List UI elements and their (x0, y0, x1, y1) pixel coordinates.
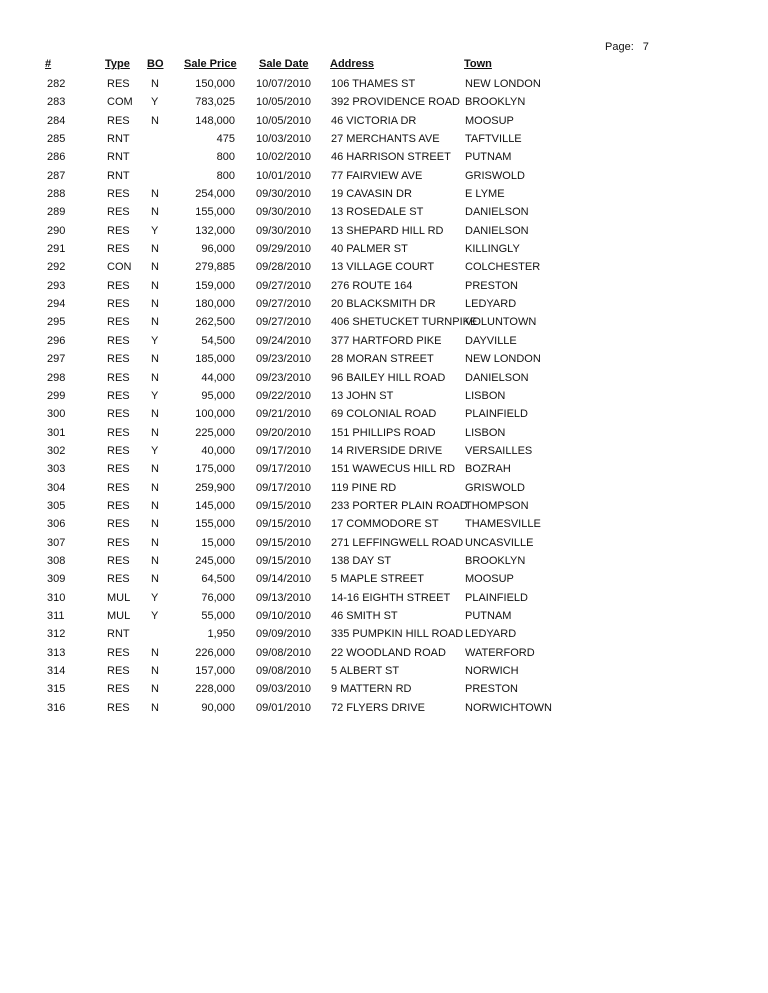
row-number: 300 (47, 408, 66, 421)
row-number: 299 (47, 389, 66, 402)
row-type: RES (107, 206, 130, 219)
row-number: 297 (47, 353, 66, 366)
row-sale-price: 225,000 (195, 426, 235, 439)
row-town: COLCHESTER (465, 261, 541, 274)
row-sale-price: 96,000 (201, 243, 235, 256)
table-row (0, 203, 768, 221)
row-type: RES (107, 224, 130, 237)
row-type: MUL (107, 609, 131, 622)
row-bo: N (151, 114, 159, 127)
row-type: RES (107, 573, 130, 586)
row-bo: N (151, 499, 159, 512)
row-sale-date: 09/17/2010 (256, 463, 312, 476)
row-number: 296 (47, 334, 66, 347)
row-type: RES (107, 683, 130, 696)
row-address: 27 MERCHANTS AVE (331, 133, 440, 146)
row-number: 285 (47, 133, 66, 146)
row-bo: Y (151, 96, 159, 109)
table-row (0, 75, 768, 93)
row-town: LISBON (465, 426, 506, 439)
row-town: TAFTVILLE (465, 133, 522, 146)
row-type: RES (107, 518, 130, 531)
row-bo: N (151, 298, 159, 311)
sales-table (0, 75, 768, 717)
row-type: RES (107, 243, 130, 256)
row-address: 46 VICTORIA DR (331, 114, 417, 127)
table-row (0, 130, 768, 148)
row-number: 283 (47, 96, 66, 109)
table-row (0, 295, 768, 313)
row-bo: N (151, 481, 159, 494)
row-bo: N (151, 188, 159, 201)
row-sale-price: 262,500 (195, 316, 235, 329)
row-sale-date: 10/07/2010 (256, 78, 312, 90)
row-sale-date: 09/13/2010 (256, 591, 312, 604)
row-sale-date: 10/05/2010 (256, 96, 312, 109)
table-row (0, 589, 768, 607)
row-type: RES (107, 298, 130, 311)
row-bo: N (151, 646, 159, 659)
row-address: 335 PUMPKIN HILL ROAD (331, 628, 464, 641)
row-sale-price: 148,000 (195, 114, 235, 127)
row-address: 106 THAMES ST (331, 78, 416, 90)
row-town: VERSAILLES (465, 444, 533, 457)
row-number: 304 (47, 481, 66, 494)
row-address: 13 VILLAGE COURT (331, 261, 435, 274)
row-type: CON (107, 261, 132, 274)
row-type: RES (107, 316, 130, 329)
row-town: THOMPSON (465, 499, 529, 512)
row-sale-price: 159,000 (195, 279, 235, 292)
row-type: RES (107, 334, 130, 347)
row-type: RNT (107, 169, 130, 182)
row-sale-date: 09/10/2010 (256, 609, 312, 622)
row-sale-date: 09/27/2010 (256, 298, 312, 311)
row-number: 291 (47, 243, 66, 256)
row-town: PRESTON (465, 279, 518, 292)
row-town: KILLINGLY (465, 243, 520, 256)
table-row (0, 552, 768, 570)
row-town: GRISWOLD (465, 481, 525, 494)
row-address: 119 PINE RD (331, 481, 397, 494)
row-town: GRISWOLD (465, 169, 525, 182)
row-sale-price: 245,000 (195, 554, 235, 567)
row-bo: N (151, 426, 159, 439)
row-address: 392 PROVIDENCE ROAD (331, 96, 460, 109)
row-bo: Y (151, 609, 159, 622)
row-number: 313 (47, 646, 66, 659)
row-sale-date: 09/28/2010 (256, 261, 312, 274)
row-number: 312 (47, 628, 66, 641)
row-sale-date: 09/01/2010 (256, 701, 312, 714)
row-town: BOZRAH (465, 463, 511, 476)
row-address: 96 BAILEY HILL ROAD (331, 371, 446, 384)
row-bo: N (151, 554, 159, 567)
row-sale-price: 228,000 (195, 683, 235, 696)
row-town: NEW LONDON (465, 353, 541, 366)
row-address: 14 RIVERSIDE DRIVE (331, 444, 443, 457)
row-bo: N (151, 279, 159, 292)
row-type: RNT (107, 151, 130, 164)
row-town: NORWICHTOWN (465, 701, 552, 714)
row-sale-price: 44,000 (201, 371, 235, 384)
table-row (0, 369, 768, 387)
row-type: RES (107, 279, 130, 292)
row-number: 311 (47, 609, 65, 622)
row-address: 14-16 EIGHTH STREET (331, 591, 451, 604)
row-bo: Y (151, 591, 159, 604)
row-town: E LYME (465, 188, 505, 201)
page-label: Page: (605, 41, 634, 53)
header-address: Address (330, 58, 375, 70)
header-bo: BO (147, 58, 164, 70)
row-sale-date: 10/05/2010 (256, 114, 312, 127)
row-sale-price: 259,900 (195, 481, 235, 494)
header-sale-date: Sale Date (259, 58, 309, 70)
page-number (605, 41, 649, 53)
row-town: NEW LONDON (465, 78, 541, 90)
row-type: RES (107, 499, 130, 512)
row-number: 316 (47, 701, 66, 714)
row-number: 309 (47, 573, 66, 586)
row-town: MOOSUP (465, 114, 514, 127)
row-sale-price: 90,000 (201, 701, 235, 714)
row-type: RES (107, 188, 130, 201)
row-address: 13 JOHN ST (331, 389, 394, 402)
table-row (0, 570, 768, 588)
row-sale-price: 226,000 (195, 646, 235, 659)
table-row (0, 148, 768, 166)
table-row (0, 497, 768, 515)
row-address: 9 MATTERN RD (331, 683, 412, 696)
row-bo: N (151, 573, 159, 586)
table-row (0, 112, 768, 130)
row-town: PLAINFIELD (465, 408, 528, 421)
row-sale-date: 09/24/2010 (256, 334, 312, 347)
row-sale-price: 800 (216, 151, 235, 164)
row-town: BROOKLYN (465, 554, 526, 567)
row-sale-price: 157,000 (195, 665, 235, 677)
row-number: 306 (47, 518, 66, 531)
row-sale-price: 15,000 (201, 536, 235, 549)
row-sale-date: 09/15/2010 (256, 518, 312, 531)
row-number: 293 (47, 279, 66, 292)
row-sale-date: 09/08/2010 (256, 646, 312, 659)
table-row (0, 313, 768, 331)
row-address: 406 SHETUCKET TURNPIKE (331, 316, 478, 329)
row-bo: N (151, 665, 159, 677)
row-town: PUTNAM (465, 609, 512, 622)
row-sale-date: 09/17/2010 (256, 444, 312, 457)
row-sale-date: 09/15/2010 (256, 536, 312, 549)
row-address: 377 HARTFORD PIKE (331, 334, 442, 347)
row-number: 301 (47, 426, 66, 439)
row-number: 287 (47, 169, 66, 182)
row-address: 13 SHEPARD HILL RD (331, 224, 444, 237)
table-header (0, 58, 768, 72)
row-sale-price: 783,025 (195, 96, 235, 109)
row-number: 282 (47, 78, 66, 90)
row-sale-price: 40,000 (201, 444, 235, 457)
row-town: BROOKLYN (465, 96, 526, 109)
table-row (0, 350, 768, 368)
row-address: 233 PORTER PLAIN ROAD (331, 499, 468, 512)
row-address: 17 COMMODORE ST (331, 518, 439, 531)
row-sale-date: 09/15/2010 (256, 499, 312, 512)
row-type: RES (107, 665, 130, 677)
row-number: 302 (47, 444, 66, 457)
table-row (0, 167, 768, 185)
row-number: 310 (47, 591, 66, 604)
row-town: VOLUNTOWN (465, 316, 537, 329)
row-address: 138 DAY ST (331, 554, 392, 567)
row-number: 292 (47, 261, 66, 274)
row-address: 72 FLYERS DRIVE (331, 701, 425, 714)
row-bo: N (151, 371, 159, 384)
row-sale-date: 09/22/2010 (256, 389, 312, 402)
row-bo: N (151, 243, 159, 256)
row-sale-date: 09/23/2010 (256, 353, 312, 366)
row-address: 271 LEFFINGWELL ROAD (331, 536, 464, 549)
row-number: 303 (47, 463, 66, 476)
row-address: 5 ALBERT ST (331, 665, 400, 677)
row-type: RES (107, 554, 130, 567)
row-number: 305 (47, 499, 66, 512)
row-sale-date: 09/15/2010 (256, 554, 312, 567)
table-row (0, 185, 768, 203)
table-row (0, 699, 768, 717)
row-sale-price: 185,000 (195, 353, 235, 366)
row-address: 151 WAWECUS HILL RD (331, 463, 456, 476)
row-number: 284 (47, 114, 66, 127)
row-sale-date: 09/21/2010 (256, 408, 312, 421)
row-type: RES (107, 389, 130, 402)
row-number: 286 (47, 151, 66, 164)
row-bo: N (151, 261, 159, 274)
row-bo: Y (151, 334, 159, 347)
row-sale-price: 76,000 (201, 591, 235, 604)
table-row (0, 607, 768, 625)
row-sale-price: 64,500 (201, 573, 235, 586)
row-sale-date: 09/30/2010 (256, 188, 312, 201)
row-sale-date: 09/14/2010 (256, 573, 312, 586)
row-sale-date: 09/29/2010 (256, 243, 312, 256)
row-town: LEDYARD (465, 298, 517, 311)
table-row (0, 258, 768, 276)
row-bo: Y (151, 389, 159, 402)
row-address: 28 MORAN STREET (331, 353, 434, 366)
row-address: 19 CAVASIN DR (331, 188, 412, 201)
row-bo: N (151, 78, 159, 90)
table-row (0, 662, 768, 680)
row-bo: N (151, 353, 159, 366)
table-row (0, 680, 768, 698)
row-type: RES (107, 408, 130, 421)
table-row (0, 222, 768, 240)
row-number: 290 (47, 224, 66, 237)
table-row (0, 515, 768, 533)
row-address: 40 PALMER ST (331, 243, 408, 256)
row-number: 315 (47, 683, 66, 696)
row-town: DANIELSON (465, 224, 529, 237)
row-sale-price: 54,500 (201, 334, 235, 347)
row-type: RES (107, 426, 130, 439)
row-bo: N (151, 683, 159, 696)
table-row (0, 405, 768, 423)
row-sale-price: 180,000 (195, 298, 235, 311)
table-row (0, 442, 768, 460)
row-town: LEDYARD (465, 628, 517, 641)
row-bo: Y (151, 444, 159, 457)
row-address: 151 PHILLIPS ROAD (331, 426, 436, 439)
row-type: RES (107, 701, 130, 714)
row-number: 307 (47, 536, 66, 549)
row-town: LISBON (465, 389, 506, 402)
row-sale-date: 10/03/2010 (256, 133, 312, 146)
table-row (0, 277, 768, 295)
row-number: 294 (47, 298, 66, 311)
row-sale-date: 09/30/2010 (256, 206, 312, 219)
row-type: RNT (107, 133, 130, 146)
row-type: RES (107, 481, 130, 494)
row-sale-date: 09/30/2010 (256, 224, 312, 237)
row-type: RES (107, 353, 130, 366)
table-row (0, 625, 768, 643)
table-row (0, 479, 768, 497)
table-row (0, 332, 768, 350)
table-row (0, 460, 768, 478)
row-type: RES (107, 114, 130, 127)
row-bo: N (151, 701, 159, 714)
row-bo: N (151, 316, 159, 329)
row-sale-price: 800 (216, 169, 235, 182)
row-number: 314 (47, 665, 66, 677)
row-sale-date: 09/23/2010 (256, 371, 312, 384)
row-bo: N (151, 536, 159, 549)
row-type: RES (107, 536, 130, 549)
row-type: RES (107, 371, 130, 384)
row-sale-date: 09/08/2010 (256, 665, 312, 677)
row-address: 77 FAIRVIEW AVE (331, 169, 423, 182)
table-row (0, 644, 768, 662)
row-town: DANIELSON (465, 206, 529, 219)
row-sale-price: 254,000 (195, 188, 235, 201)
row-sale-price: 175,000 (195, 463, 235, 476)
row-address: 276 ROUTE 164 (331, 279, 413, 292)
page-number-value: 7 (642, 41, 649, 53)
table-row (0, 240, 768, 258)
header-sale-price: Sale Price (184, 58, 237, 70)
table-row (0, 93, 768, 111)
row-type: COM (107, 96, 133, 109)
table-row (0, 534, 768, 552)
row-type: MUL (107, 591, 131, 604)
row-sale-price: 279,885 (195, 261, 235, 274)
row-sale-price: 100,000 (195, 408, 235, 421)
row-sale-price: 475 (216, 133, 235, 146)
row-town: PLAINFIELD (465, 591, 528, 604)
row-sale-date: 09/09/2010 (256, 628, 312, 641)
row-sale-price: 150,000 (195, 78, 235, 90)
row-address: 5 MAPLE STREET (331, 573, 424, 586)
row-town: DAYVILLE (465, 334, 517, 347)
header-type: Type (105, 58, 130, 70)
row-address: 20 BLACKSMITH DR (331, 298, 436, 311)
row-town: DANIELSON (465, 371, 529, 384)
row-type: RNT (107, 628, 130, 641)
row-address: 22 WOODLAND ROAD (331, 646, 446, 659)
table-row (0, 387, 768, 405)
row-town: NORWICH (465, 665, 519, 677)
row-town: PRESTON (465, 683, 518, 696)
row-bo: N (151, 518, 159, 531)
row-bo: N (151, 206, 159, 219)
row-type: RES (107, 463, 130, 476)
row-sale-price: 155,000 (195, 518, 235, 531)
row-address: 69 COLONIAL ROAD (331, 408, 437, 421)
row-address: 13 ROSEDALE ST (331, 206, 424, 219)
row-address: 46 SMITH ST (331, 609, 398, 622)
row-type: RES (107, 78, 130, 90)
row-sale-date: 10/02/2010 (256, 151, 312, 164)
table-row (0, 424, 768, 442)
row-number: 295 (47, 316, 66, 329)
header-town: Town (464, 58, 492, 70)
row-number: 289 (47, 206, 66, 219)
row-bo: N (151, 408, 159, 421)
row-sale-price: 95,000 (201, 389, 235, 402)
row-bo: N (151, 463, 159, 476)
row-type: RES (107, 444, 130, 457)
row-sale-price: 132,000 (195, 224, 235, 237)
row-town: MOOSUP (465, 573, 514, 586)
row-number: 298 (47, 371, 66, 384)
row-sale-date: 10/01/2010 (256, 169, 312, 182)
header-number: # (45, 58, 52, 70)
row-bo: Y (151, 224, 159, 237)
row-sale-date: 09/20/2010 (256, 426, 312, 439)
row-address: 46 HARRISON STREET (331, 151, 451, 164)
row-number: 288 (47, 188, 66, 201)
row-type: RES (107, 646, 130, 659)
row-sale-date: 09/27/2010 (256, 316, 312, 329)
row-town: UNCASVILLE (465, 536, 534, 549)
row-sale-date: 09/27/2010 (256, 279, 312, 292)
row-sale-price: 145,000 (195, 499, 235, 512)
row-sale-price: 55,000 (201, 609, 235, 622)
row-sale-price: 1,950 (207, 628, 235, 641)
row-sale-date: 09/17/2010 (256, 481, 312, 494)
row-town: WATERFORD (465, 646, 535, 659)
row-town: THAMESVILLE (465, 518, 541, 531)
row-sale-date: 09/03/2010 (256, 683, 312, 696)
row-sale-price: 155,000 (195, 206, 235, 219)
row-town: PUTNAM (465, 151, 512, 164)
row-number: 308 (47, 554, 66, 567)
